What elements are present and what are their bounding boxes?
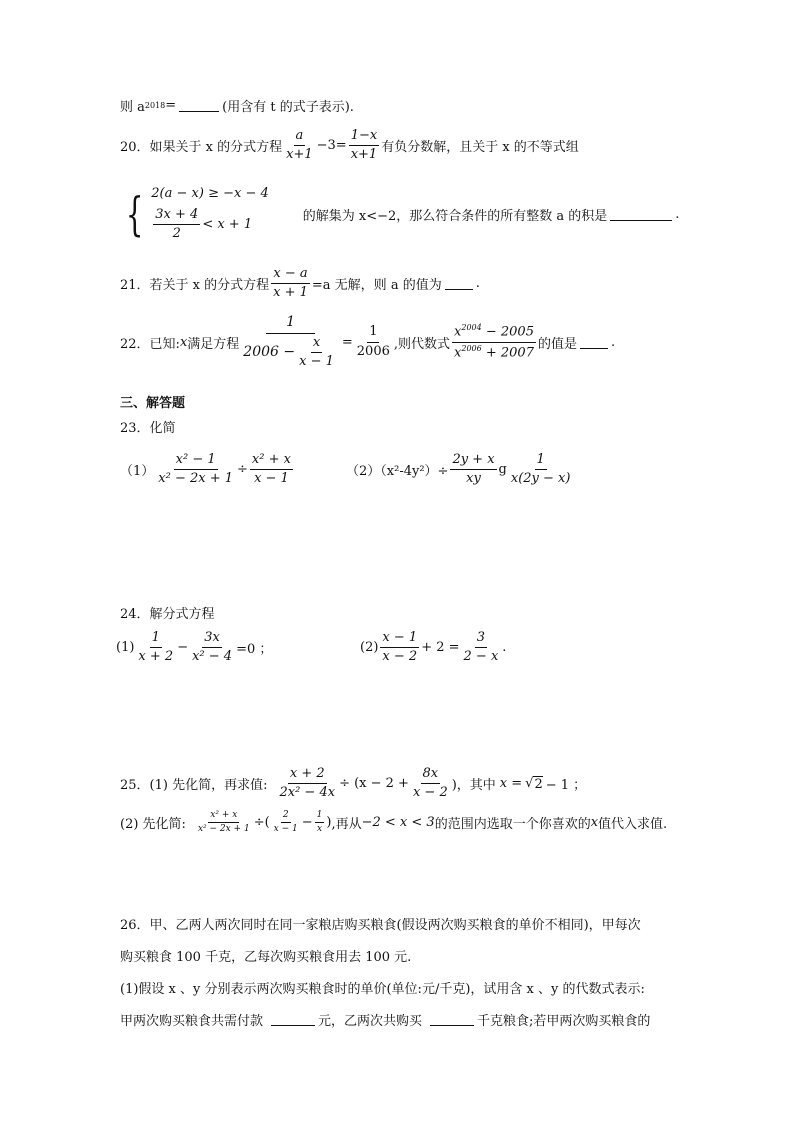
question-20-line1 [120, 128, 579, 164]
numerator: x − 1 [380, 630, 419, 648]
text: )，其中 [451, 778, 496, 794]
numerator: x − a [271, 266, 309, 284]
part-label: （1） [120, 464, 155, 480]
question-24-part1 [116, 630, 272, 666]
fraction [153, 207, 200, 243]
text: . [502, 640, 507, 656]
fraction [297, 335, 336, 371]
fraction [196, 810, 252, 836]
denominator [241, 334, 340, 371]
text: 千克粮食;若甲两次购买粮食的 [477, 1014, 651, 1029]
text: g [498, 462, 507, 478]
denominator: x − 1 [254, 471, 289, 487]
fraction [411, 766, 450, 802]
subscript: 2018 [144, 101, 166, 110]
question-26-line4 [120, 1010, 650, 1029]
text: −3= [316, 138, 347, 154]
text: = [341, 334, 353, 350]
question-number: 22．已知: [120, 336, 180, 352]
question-23-title: 23．化简 [120, 421, 176, 436]
denominator: x + 2 [138, 649, 174, 665]
sqrt-radicand: 2 [534, 776, 543, 792]
numerator: 1 [315, 810, 325, 823]
numerator: x² + x [250, 452, 293, 470]
text: ÷( [253, 815, 270, 831]
question-24-part2 [360, 630, 506, 666]
numerator: 1−x [349, 128, 380, 146]
numerator: a [294, 128, 306, 146]
text: x = [499, 776, 523, 792]
text: ÷ (x − 2 + [339, 776, 409, 792]
question-26-line3: (1)假设 x 、y 分别表示两次购买粮食时的单价(单位:元/千克)，试用含 x 、y 的代数式表示: [120, 982, 645, 997]
text: 值代入求值. [598, 817, 668, 833]
part-label: (2) 先化简: [120, 817, 186, 833]
numerator: 8x [421, 766, 441, 784]
numerator: 1 [266, 314, 315, 334]
section-title: 三、解答题 [120, 396, 186, 411]
denominator: 2 [172, 226, 181, 242]
text: < x + 1 [202, 217, 253, 233]
part-label: (2) [360, 640, 379, 656]
question-25-part2 [120, 810, 667, 836]
fraction [284, 128, 315, 164]
numerator: x [311, 335, 322, 353]
denominator: $x^{2006} + 2007$ [454, 343, 534, 360]
denominator: x² − 2x + 1 [158, 471, 234, 487]
question-21 [120, 266, 480, 302]
fraction [272, 810, 300, 836]
fraction [355, 324, 392, 360]
question-26-line2: 购买粮食 100 千克，乙每次购买粮食用去 100 元. [120, 950, 412, 965]
answer-blank [445, 277, 473, 290]
text: =0 ； [236, 642, 273, 658]
text: =a 无解，则 a 的值为 [311, 278, 442, 294]
question-20-line2 [120, 186, 679, 243]
line-a2018 [120, 96, 354, 115]
fraction [315, 810, 325, 836]
denominator: x + 1 [273, 285, 308, 301]
inequality-1: 2(a − x) ≥ −x − 4 [151, 186, 269, 201]
question-23-part1 [120, 452, 295, 488]
denominator: 2x² − 4x [279, 785, 336, 801]
fraction [380, 630, 419, 666]
question-number: 21．若关于 x 的分式方程 [120, 278, 270, 294]
question-number: 20．如果关于 x 的分式方程 [120, 140, 283, 156]
answer-blank [271, 1013, 315, 1026]
text: 满足方程 [187, 336, 240, 352]
text: 的解集为 x<−2，那么符合条件的所有整数 a 的积是 [302, 208, 608, 224]
fraction [156, 452, 235, 488]
denominator: x(2y − x) [510, 471, 571, 487]
question-23-part2 [346, 452, 574, 488]
fraction [136, 630, 175, 666]
text: ,则代数式 [393, 336, 451, 352]
minus-sign: − [177, 640, 189, 656]
inequality-system [120, 186, 269, 243]
text: . [610, 334, 616, 350]
fraction [277, 766, 337, 802]
part-label: (1) [116, 640, 135, 656]
numerator: 3x [202, 630, 222, 648]
divide-sign: ÷ [237, 462, 248, 478]
numerator: 1 [150, 630, 162, 648]
text: = [165, 98, 177, 113]
numerator: 3x + 4 [153, 207, 200, 225]
text: 2006 − [243, 343, 296, 360]
fraction [271, 266, 310, 302]
text: ,再从 [331, 817, 362, 833]
text: 则 a [120, 100, 145, 115]
text: (用含有 t 的式子表示). [222, 100, 354, 115]
numerator: $x^{2004} - 2005$ [452, 323, 536, 343]
question-22 [120, 314, 615, 370]
fraction [509, 452, 573, 488]
text: − 1 ； [545, 778, 587, 794]
question-26-line1: 26．甲、乙两人两次同时在同一家粮店购买粮食(假设两次购买粮食的单价不相同)，甲每次 [120, 918, 641, 933]
denominator: x − 1 [299, 353, 334, 369]
fraction [190, 630, 234, 666]
denominator: x+1 [350, 147, 378, 163]
denominator: x − 2 [412, 785, 448, 801]
text: ) [326, 815, 332, 831]
fraction [349, 128, 380, 164]
denominator: x² − 4 [192, 649, 233, 665]
text: 元，乙两次共购买 [318, 1014, 423, 1029]
inequality-2 [151, 207, 268, 243]
numerator: x² − 1 [174, 452, 218, 470]
numerator: x + 2 [288, 766, 327, 784]
question-number: 25．(1) 先化简，再求值: [120, 778, 268, 794]
text: 甲两次购买粮食共需付款 [120, 1014, 264, 1029]
text: 的值是 [537, 336, 577, 352]
answer-blank [430, 1013, 474, 1026]
part-label: （2）（x²-4y²）÷ [346, 464, 449, 480]
fraction [462, 630, 501, 666]
fraction [241, 314, 340, 370]
numerator: x² + x [208, 810, 239, 823]
fraction [250, 452, 293, 488]
answer-blank [580, 336, 608, 349]
denominator: x+1 [286, 147, 313, 163]
left-brace: { [125, 187, 144, 242]
text: 有负分数解，且关于 x 的不等式组 [381, 140, 579, 156]
denominator: 2006 [356, 343, 390, 359]
answer-blank [610, 208, 672, 221]
numerator: 3 [475, 630, 487, 648]
denominator: x [316, 824, 323, 835]
range: −2 < x < 3 [361, 815, 435, 831]
numerator: 2 [281, 810, 291, 823]
denominator: xy [466, 471, 481, 487]
text: + 2 = [421, 640, 460, 656]
denominator: x − 2 [382, 649, 418, 665]
denominator: 2 − x [463, 649, 499, 665]
numerator: 1 [535, 452, 547, 470]
question-24-title: 24．解分式方程 [120, 607, 215, 622]
text: . [675, 206, 680, 222]
answer-blank [179, 99, 219, 112]
denominator: x − 1 [273, 824, 298, 835]
text: . [475, 276, 480, 292]
numerator: 2y + x [450, 452, 496, 470]
text: 的范围内选取一个你喜欢的 [434, 817, 591, 833]
variable: x [179, 334, 188, 350]
question-25-part1: 25．(1) 先化简，再求值: $\frac{x + 2}{\text{2x² − 4x}}$ ÷ (x − 2 + $\frac{8x}{x - 2}$ )，其中 x = √ 2 − 1 ； [120, 766, 587, 801]
fraction [452, 323, 536, 361]
minus-sign: − [301, 815, 313, 831]
numerator: 1 [367, 324, 379, 342]
variable: x [590, 815, 599, 831]
denominator: x² − 2x + 1 [197, 824, 250, 835]
fraction [450, 452, 496, 488]
